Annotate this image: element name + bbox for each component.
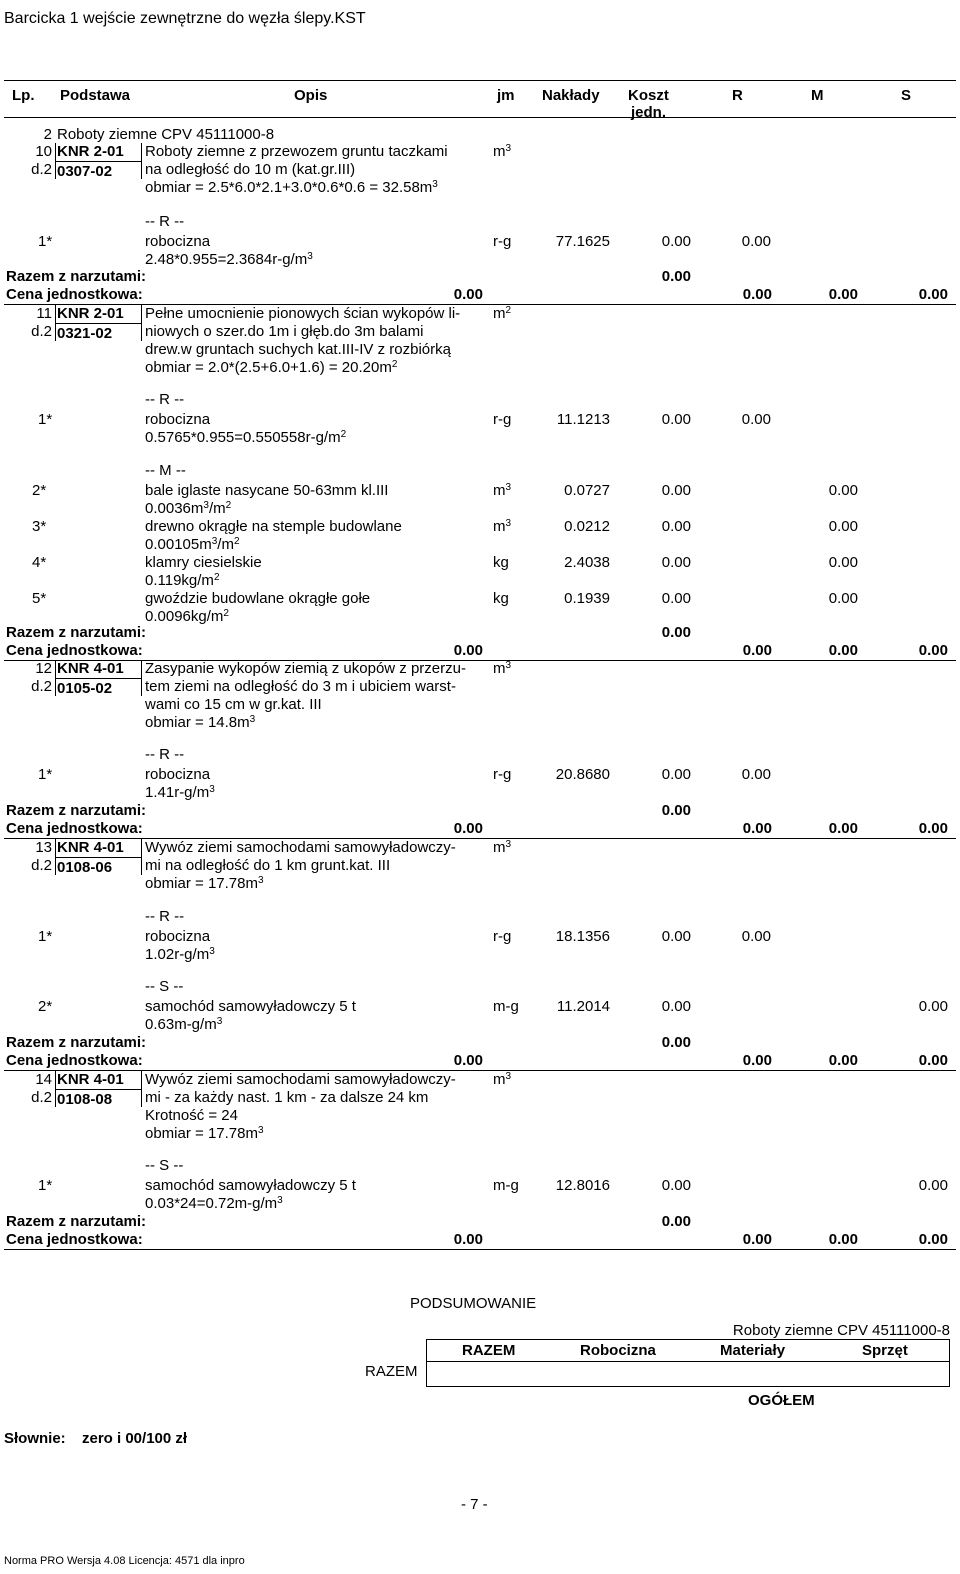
summary-bottom-border xyxy=(426,1386,950,1387)
header-opis: Opis xyxy=(294,87,328,104)
material-calculation: $0.0096kg/m^2$ xyxy=(145,608,229,625)
cena-jednostkowa-s: 0.00 xyxy=(918,642,948,659)
labor-row-name: robocizna xyxy=(145,411,211,428)
header-podstawa: Podstawa xyxy=(60,87,131,104)
header-lp: Lp. xyxy=(12,87,35,104)
item-description-line: niowych o szer.do 1m i głęb.do 3m balami xyxy=(145,323,424,340)
material-unit: $m^3$ xyxy=(493,518,512,535)
razem-z-narzutami-label: Razem z narzutami: xyxy=(6,268,147,285)
material-unit-cost: 0.00 xyxy=(661,482,691,499)
item-description-line: Roboty ziemne z przewozem gruntu taczkami xyxy=(145,143,448,160)
summary-top-border xyxy=(426,1339,950,1340)
material-quantity: 2.4038 xyxy=(564,554,610,571)
labor-row-calculation: $0.5765*0.955=0.550558r-g/m^2$ xyxy=(145,429,347,446)
labor-row-section-label: -- R -- xyxy=(145,746,185,763)
item-basis-catalog: KNR 4-01 xyxy=(57,1071,124,1088)
item-basis-separator xyxy=(55,323,141,324)
cena-jednostkowa-label: Cena jednostkowa: xyxy=(6,1052,143,1069)
section-title: Roboty ziemne CPV 45111000-8 xyxy=(57,126,275,143)
summary-col-razem: RAZEM xyxy=(462,1342,516,1359)
material-lp: 2* xyxy=(32,482,47,499)
labor-row-quantity: 20.8680 xyxy=(555,766,610,783)
item-basis-divider xyxy=(141,143,142,179)
item-description-line: Wywóz ziemi samochodami samowyładowczy- xyxy=(145,839,456,856)
cena-jednostkowa-r: 0.00 xyxy=(742,1052,772,1069)
item-unit: $m^3$ xyxy=(493,1071,512,1088)
item-number: 11 xyxy=(36,305,52,322)
section-number: 2 xyxy=(43,126,52,143)
cena-jednostkowa-m: 0.00 xyxy=(828,820,858,837)
labor-row-lp: 1* xyxy=(38,233,53,250)
item-bottom-border xyxy=(4,1249,956,1250)
item-description-line: obmiar = $14.8m^3$ xyxy=(145,714,256,731)
cena-jednostkowa-s: 0.00 xyxy=(918,286,948,303)
equipment-row-name: samochód samowyładowczy 5 t xyxy=(145,998,356,1015)
header-s: S xyxy=(901,87,912,104)
item-description-line: Zasypanie wykopów ziemią z ukopów z przerzu- xyxy=(145,660,466,677)
header-koszt-jedn: jedn. xyxy=(631,104,667,121)
equipment-row-quantity: 12.8016 xyxy=(555,1177,610,1194)
razem-z-narzutami-value: 0.00 xyxy=(661,1034,691,1051)
item-unit: $m^3$ xyxy=(493,143,512,160)
razem-z-narzutami-label: Razem z narzutami: xyxy=(6,1213,147,1230)
material-unit: kg xyxy=(493,554,509,571)
item-description-line: wami co 15 cm w gr.kat. III xyxy=(145,696,322,713)
item-unit: $m^3$ xyxy=(493,839,512,856)
header-bottom-border xyxy=(4,117,956,118)
equipment-row-calculation: $0.63m-g/m^3$ xyxy=(145,1016,223,1033)
summary-right-border xyxy=(949,1339,950,1387)
labor-row-lp: 1* xyxy=(38,411,53,428)
labor-row-name: robocizna xyxy=(145,233,211,250)
equipment-row-unit-cost: 0.00 xyxy=(661,998,691,1015)
item-basis-divider xyxy=(141,660,142,696)
material-calculation: $0.0036m^3/m^2$ xyxy=(145,500,232,517)
equipment-row-name: samochód samowyładowczy 5 t xyxy=(145,1177,356,1194)
equipment-row-s-value: 0.00 xyxy=(918,1177,948,1194)
equipment-row-unit: m-g xyxy=(493,1177,519,1194)
equipment-row-s-value: 0.00 xyxy=(918,998,948,1015)
item-basis-separator xyxy=(55,161,141,162)
cena-jednostkowa-label: Cena jednostkowa: xyxy=(6,820,143,837)
material-calculation: $0.119kg/m^2$ xyxy=(145,572,220,589)
razem-z-narzutami-label: Razem z narzutami: xyxy=(6,802,147,819)
item-basis-divider xyxy=(141,1071,142,1107)
item-number: 10 xyxy=(35,143,52,160)
item-description-line: drew.w gruntach suchych kat.III-IV z rozbiórką xyxy=(145,341,451,358)
item-basis-separator xyxy=(55,1089,141,1090)
summary-left-border xyxy=(426,1339,427,1387)
razem-z-narzutami-value: 0.00 xyxy=(661,624,691,641)
summary-row-razem: RAZEM xyxy=(365,1363,418,1380)
cena-jednostkowa-label: Cena jednostkowa: xyxy=(6,642,143,659)
labor-row-name: robocizna xyxy=(145,928,211,945)
equipment-row-unit-cost: 0.00 xyxy=(661,1177,691,1194)
labor-row-r-value: 0.00 xyxy=(741,766,771,783)
item-description-line: tem ziemi na odległość do 3 m i ubiciem warst- xyxy=(145,678,456,695)
material-unit-cost: 0.00 xyxy=(661,554,691,571)
labor-row-section-label: -- R -- xyxy=(145,213,185,230)
item-number: 14 xyxy=(35,1071,52,1088)
header-jm: jm xyxy=(497,87,515,104)
material-quantity: 0.0727 xyxy=(564,482,610,499)
cena-jednostkowa-total: 0.00 xyxy=(453,286,483,303)
header-koszt: Koszt xyxy=(628,87,669,104)
material-name: gwoździe budowlane okrągłe gołe xyxy=(145,590,371,607)
item-description-line: obmiar = $2.0*(2.5+6.0+1.6) = 20.20m^2$ xyxy=(145,359,398,376)
item-basis-catalog: KNR 2-01 xyxy=(57,305,124,322)
material-calculation: $0.00105m^3/m^2$ xyxy=(145,536,240,553)
material-m-value: 0.00 xyxy=(828,482,858,499)
cena-jednostkowa-total: 0.00 xyxy=(453,1231,483,1248)
material-unit-cost: 0.00 xyxy=(661,518,691,535)
item-sub: d.2 xyxy=(31,161,52,178)
cena-jednostkowa-r: 0.00 xyxy=(742,642,772,659)
summary-col-sprzet: Sprzęt xyxy=(862,1342,908,1359)
razem-z-narzutami-value: 0.00 xyxy=(661,268,691,285)
cena-jednostkowa-total: 0.00 xyxy=(453,1052,483,1069)
labor-row-r-value: 0.00 xyxy=(741,233,771,250)
razem-z-narzutami-label: Razem z narzutami: xyxy=(6,624,147,641)
slownie-label: Słownie: xyxy=(4,1430,66,1447)
header-r: R xyxy=(732,87,743,104)
labor-row-lp: 1* xyxy=(38,766,53,783)
item-unit: $m^3$ xyxy=(493,660,512,677)
labor-row-lp: 1* xyxy=(38,928,53,945)
summary-section-title: Roboty ziemne CPV 45111000-8 xyxy=(732,1322,950,1339)
razem-z-narzutami-value: 0.00 xyxy=(661,1213,691,1230)
summary-ogolem: OGÓŁEM xyxy=(748,1392,815,1409)
cena-jednostkowa-m: 0.00 xyxy=(828,286,858,303)
labor-row-unit: r-g xyxy=(493,411,512,428)
labor-row-unit-cost: 0.00 xyxy=(661,928,691,945)
item-basis-catalog: KNR 2-01 xyxy=(57,143,124,160)
labor-row-unit-cost: 0.00 xyxy=(661,766,691,783)
summary-header-border xyxy=(426,1361,950,1362)
item-sub: d.2 xyxy=(31,857,52,874)
item-sub: d.2 xyxy=(31,678,52,695)
labor-row-unit: r-g xyxy=(493,928,512,945)
labor-row-quantity: 11.1213 xyxy=(556,411,610,428)
equipment-row-lp: 2* xyxy=(38,998,53,1015)
labor-row-r-value: 0.00 xyxy=(741,928,771,945)
item-description-line: Pełne umocnienie pionowych ścian wykopów li- xyxy=(145,305,461,322)
labor-row-name: robocizna xyxy=(145,766,211,783)
material-m-value: 0.00 xyxy=(828,590,858,607)
cena-jednostkowa-label: Cena jednostkowa: xyxy=(6,286,143,303)
material-name: drewno okrągłe na stemple budowlane xyxy=(145,518,402,535)
footer-text: Norma PRO Wersja 4.08 Licencja: 4571 dla inpro xyxy=(4,1555,245,1567)
material-quantity: 0.1939 xyxy=(564,590,610,607)
material-name: bale iglaste nasycane 50-63mm kl.III xyxy=(145,482,389,499)
equipment-row-lp: 1* xyxy=(38,1177,53,1194)
item-basis-catalog: KNR 4-01 xyxy=(57,660,124,677)
labor-row-calculation: $1.41r-g/m^3$ xyxy=(145,784,215,801)
equipment-row-section-label: -- S -- xyxy=(145,1157,184,1174)
equipment-row-calculation: $0.03*24=0.72m-g/m^3$ xyxy=(145,1195,283,1212)
material-unit: kg xyxy=(493,590,509,607)
item-unit: $m^2$ xyxy=(493,305,512,322)
header-m: M xyxy=(811,87,824,104)
cena-jednostkowa-s: 0.00 xyxy=(918,820,948,837)
labor-row-quantity: 77.1625 xyxy=(555,233,610,250)
item-description-line: na odległość do 10 m (kat.gr.III) xyxy=(145,161,356,178)
document-title: Barcicka 1 wejście zewnętrzne do węzła ślepy.KST xyxy=(4,10,366,27)
item-basis-code: 0105-02 xyxy=(57,680,113,697)
item-basis-code: 0321-02 xyxy=(57,325,113,342)
labor-row-unit-cost: 0.00 xyxy=(661,411,691,428)
labor-row-section-label: -- R -- xyxy=(145,391,185,408)
cena-jednostkowa-s: 0.00 xyxy=(918,1052,948,1069)
cena-jednostkowa-m: 0.00 xyxy=(828,1231,858,1248)
item-description-line: mi na odległość do 1 km grunt.kat. III xyxy=(145,857,391,874)
item-basis-code: 0108-08 xyxy=(57,1091,113,1108)
item-description-line: Wywóz ziemi samochodami samowyładowczy- xyxy=(145,1071,456,1088)
item-number: 12 xyxy=(35,660,52,677)
labor-row-unit: r-g xyxy=(493,233,512,250)
summary-col-materialy: Materiały xyxy=(720,1342,786,1359)
material-unit-cost: 0.00 xyxy=(661,590,691,607)
page-number: - 7 - xyxy=(461,1496,488,1513)
item-sub: d.2 xyxy=(31,323,52,340)
equipment-row-quantity: 11.2014 xyxy=(556,998,610,1015)
razem-z-narzutami-label: Razem z narzutami: xyxy=(6,1034,147,1051)
item-number: 13 xyxy=(35,839,52,856)
item-basis-divider xyxy=(141,839,142,875)
material-lp: 3* xyxy=(32,518,47,535)
labor-row-r-value: 0.00 xyxy=(741,411,771,428)
equipment-row-unit: m-g xyxy=(493,998,519,1015)
cena-jednostkowa-m: 0.00 xyxy=(828,1052,858,1069)
razem-z-narzutami-value: 0.00 xyxy=(661,802,691,819)
cena-jednostkowa-r: 0.00 xyxy=(742,1231,772,1248)
cena-jednostkowa-r: 0.00 xyxy=(742,820,772,837)
slownie-value: zero i 00/100 zł xyxy=(82,1430,188,1447)
labor-row-calculation: $2.48*0.955=2.3684r-g/m^3$ xyxy=(145,251,313,268)
item-description-line: obmiar = $2.5*6.0*2.1+3.0*0.6*0.6 = 32.58m^3$ xyxy=(145,179,438,196)
material-m-value: 0.00 xyxy=(828,518,858,535)
item-sub: d.2 xyxy=(31,1089,52,1106)
labor-row-unit-cost: 0.00 xyxy=(661,233,691,250)
cena-jednostkowa-s: 0.00 xyxy=(918,1231,948,1248)
material-lp: 4* xyxy=(32,554,47,571)
header-naklady: Nakłady xyxy=(542,87,600,104)
item-description-line: Krotność = 24 xyxy=(145,1107,238,1124)
labor-row-unit: r-g xyxy=(493,766,512,783)
item-description-line: obmiar = $17.78m^3$ xyxy=(145,875,264,892)
material-quantity: 0.0212 xyxy=(564,518,610,535)
material-lp: 5* xyxy=(32,590,47,607)
summary-title: PODSUMOWANIE xyxy=(410,1295,537,1312)
header-top-border xyxy=(4,80,956,81)
cena-jednostkowa-label: Cena jednostkowa: xyxy=(6,1231,143,1248)
equipment-row-section-label: -- S -- xyxy=(145,978,184,995)
material-m-value: 0.00 xyxy=(828,554,858,571)
item-basis-catalog: KNR 4-01 xyxy=(57,839,124,856)
item-description-line: mi - za każdy nast. 1 km - za dalsze 24 km xyxy=(145,1089,429,1106)
material-unit: $m^3$ xyxy=(493,482,512,499)
labor-row-quantity: 18.1356 xyxy=(555,928,610,945)
cena-jednostkowa-r: 0.00 xyxy=(742,286,772,303)
cena-jednostkowa-m: 0.00 xyxy=(828,642,858,659)
item-basis-code: 0108-06 xyxy=(57,859,113,876)
cena-jednostkowa-total: 0.00 xyxy=(453,820,483,837)
item-basis-divider xyxy=(141,305,142,341)
material-name: klamry ciesielskie xyxy=(145,554,262,571)
item-basis-code: 0307-02 xyxy=(57,163,113,180)
cena-jednostkowa-total: 0.00 xyxy=(453,642,483,659)
item-basis-separator xyxy=(55,857,141,858)
summary-col-robocizna: Robocizna xyxy=(580,1342,656,1359)
labor-row-section-label: -- R -- xyxy=(145,908,185,925)
item-description-line: obmiar = $17.78m^3$ xyxy=(145,1125,264,1142)
labor-row-calculation: $1.02r-g/m^3$ xyxy=(145,946,215,963)
materials-section-label: -- M -- xyxy=(145,462,186,479)
item-basis-separator xyxy=(55,678,141,679)
